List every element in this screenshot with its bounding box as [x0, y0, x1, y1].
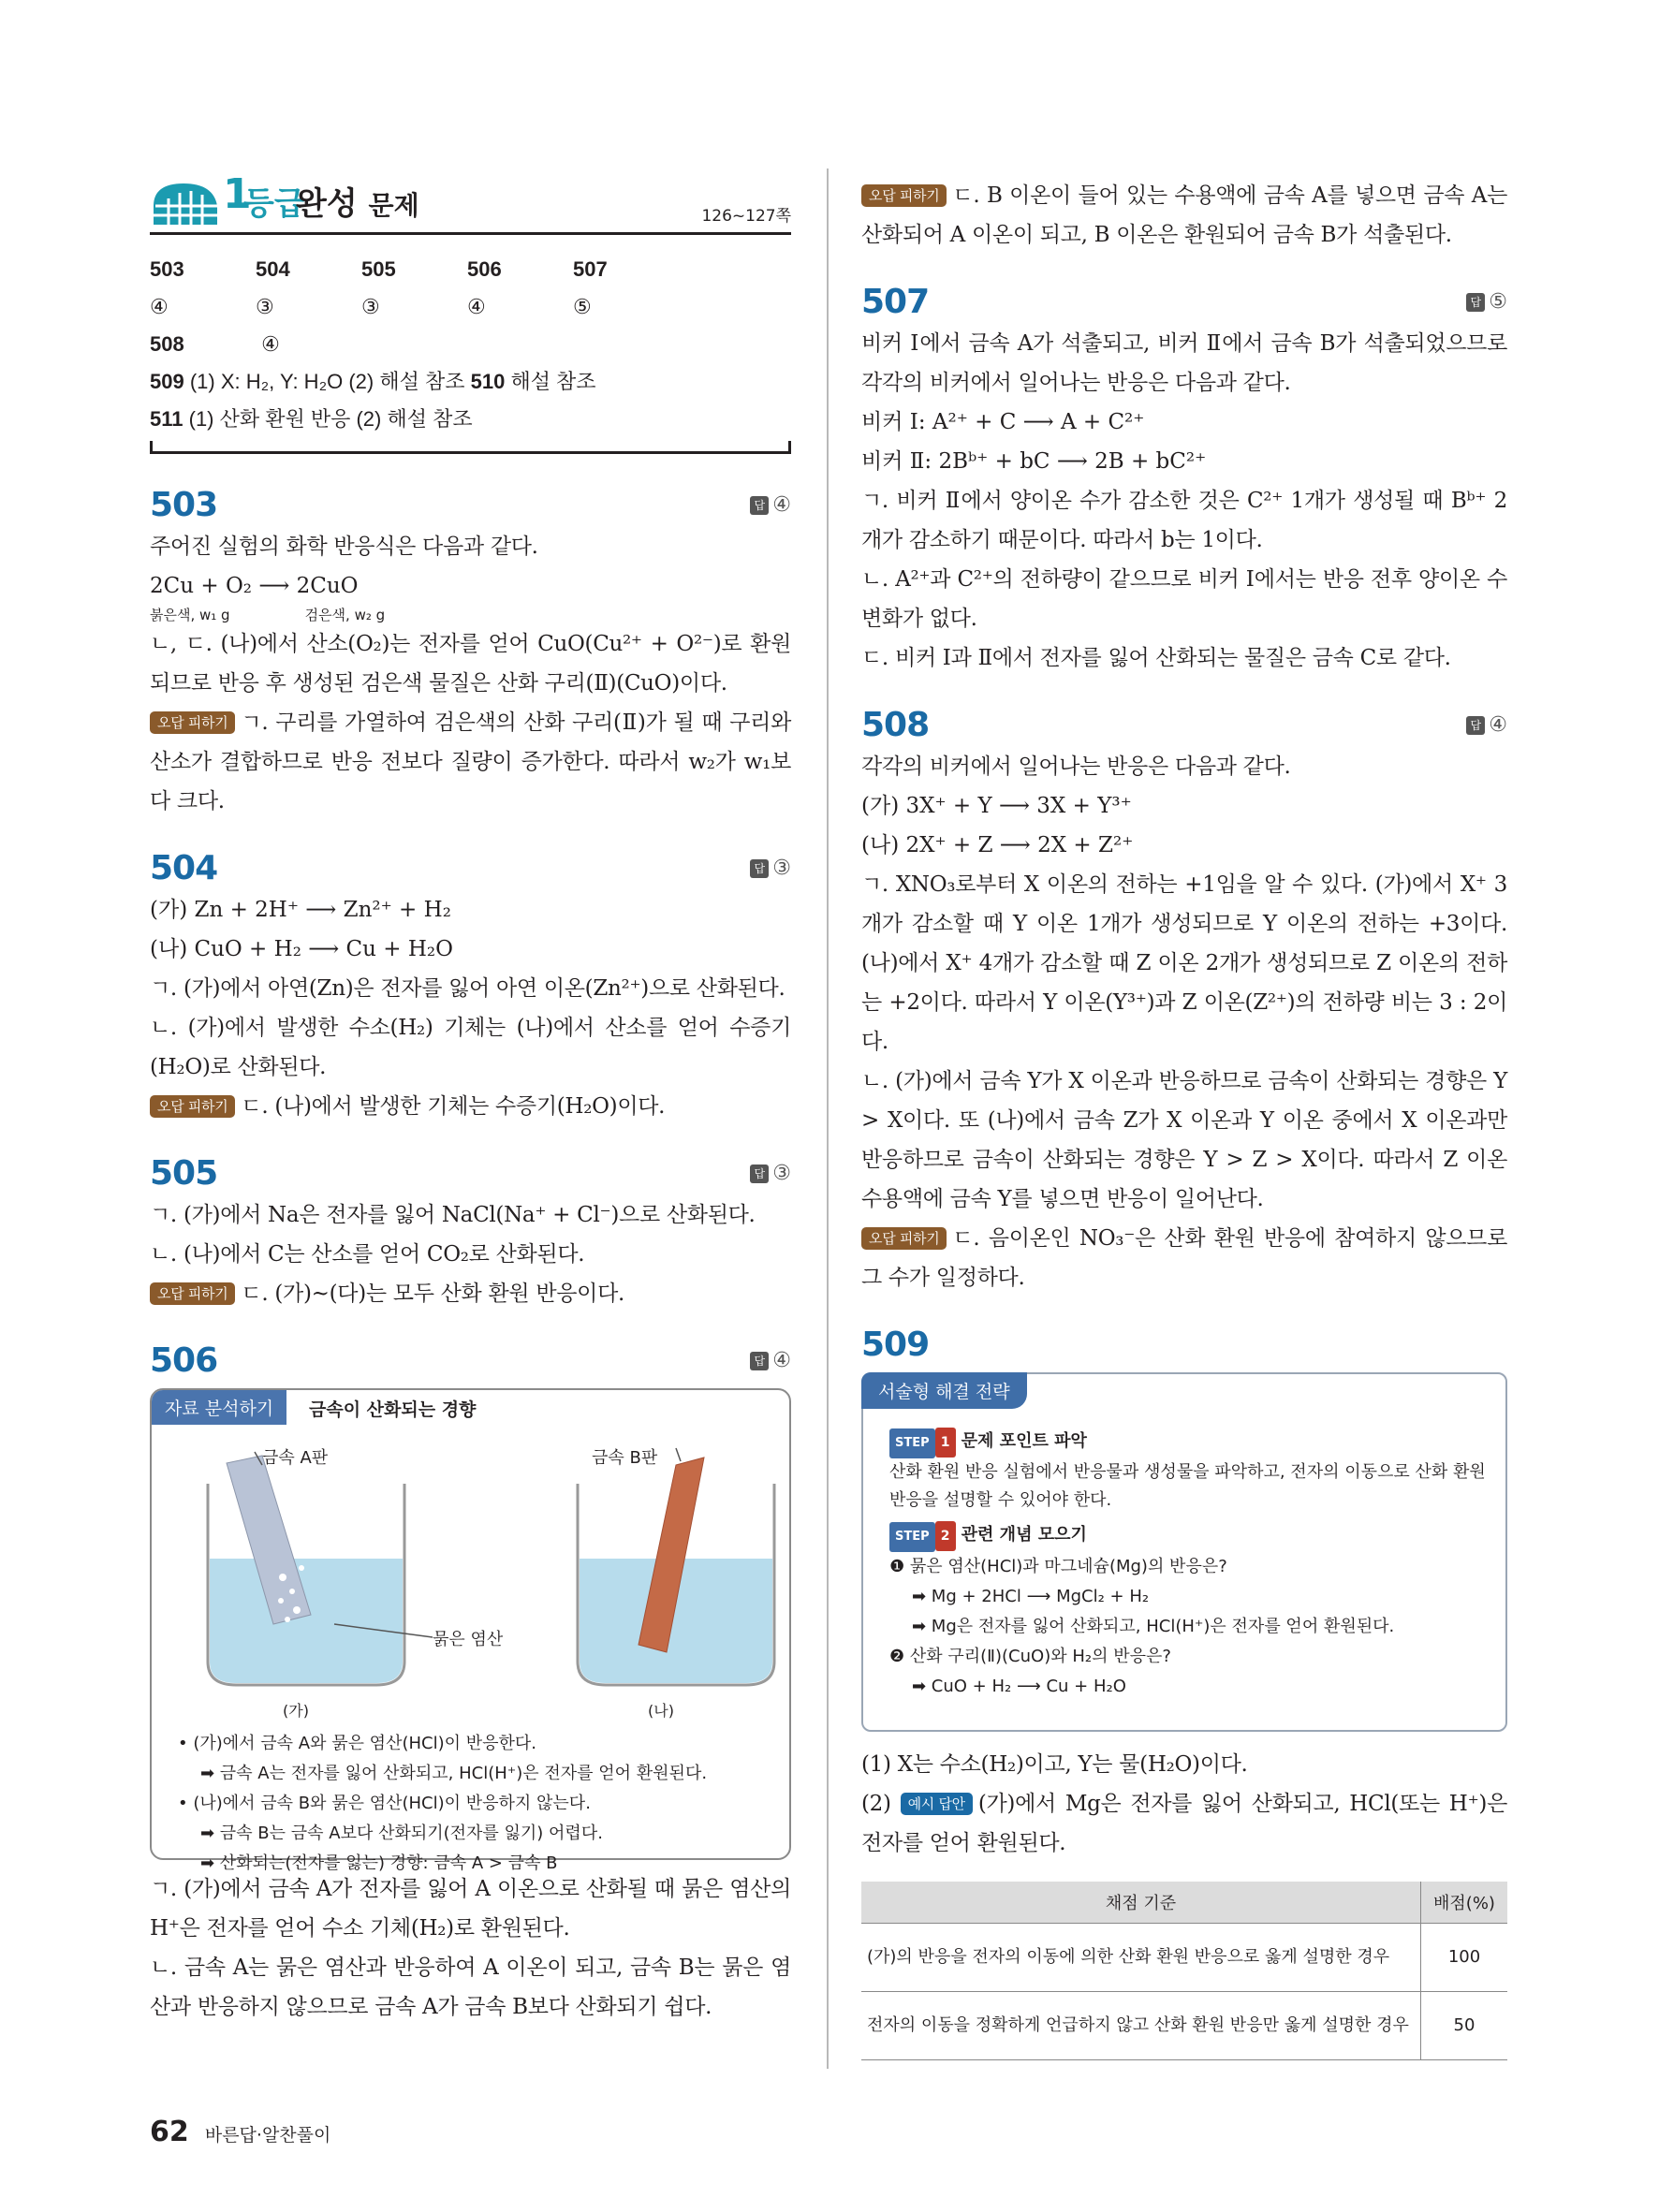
answer-icon: 답	[750, 859, 769, 878]
question-header	[861, 702, 1507, 747]
note-line: • (가)에서 금속 A와 묽은 염산(HCl)이 반응한다.	[178, 1734, 536, 1753]
column-divider	[827, 168, 829, 2069]
paragraph: 주어진 실험의 화학 반응식은 다음과 같다.	[150, 535, 538, 559]
concept-item: ➡ Mg은 전자를 잃어 산화되고, HCl(H⁺)은 전자를 얻어 환원된다.	[912, 1617, 1395, 1636]
question-header	[150, 1338, 791, 1383]
question-number: 506	[150, 1341, 218, 1380]
table-header-points: 배점(%)	[1421, 1882, 1508, 1924]
avoid-mistake-badge: 오답 피하기	[150, 1282, 235, 1305]
page-reference: 126~127쪽	[701, 207, 791, 226]
page-footer	[150, 2116, 330, 2148]
answer-icon: 답	[1466, 716, 1485, 735]
label-dilute-acid: 묽은 염산	[433, 1630, 504, 1649]
answer-item: 508 ④	[150, 332, 280, 356]
grade-logo-icon	[150, 178, 221, 228]
header-rule	[150, 232, 791, 235]
question-number: 507	[861, 283, 930, 321]
strategy-tab: 서술형 해결 전략	[861, 1372, 1027, 1409]
equation: (가) 3X⁺ + Y ⟶ 3X + Y³⁺	[861, 794, 1132, 818]
question-header	[861, 279, 1507, 324]
note-line: ➡ 금속 B는 금속 A보다 산화되기(전자를 잃기) 어렵다.	[200, 1824, 603, 1843]
answer-icon: 답	[750, 1352, 769, 1370]
answer-mark: 답 ③	[750, 1162, 791, 1185]
answer-mark: 답 ③	[750, 857, 791, 880]
analysis-notes	[178, 1729, 707, 1879]
answer-mark: 답 ④	[750, 493, 791, 517]
analysis-tab: 자료 분석하기	[152, 1390, 286, 1425]
avoid-mistake-badge: 오답 피하기	[150, 1095, 235, 1118]
paragraph: 오답 피하기 ㄷ. 음이온인 NO₃⁻은 산화 환원 반응에 참여하지 않으므로 그 수가 일정하다.	[861, 1226, 1507, 1290]
equation: (나) CuO + H₂ ⟶ Cu + H₂O	[150, 937, 453, 961]
question-number: 504	[150, 849, 218, 887]
points-cell: 100	[1421, 1924, 1508, 1992]
question-number: 509	[861, 1326, 930, 1364]
paragraph: ㄴ. 금속 A는 묽은 염산과 반응하여 A 이온이 되고, 금속 B는 묽은 염산과 반응하지 않으므로 금속 A가 금속 B보다 산화되기 쉽다.	[150, 1956, 791, 2019]
equation: 2Cu + O₂ ⟶ 2CuO	[150, 574, 359, 598]
paragraph: ㄴ. A²⁺과 C²⁺의 전하량이 같으므로 비커 Ⅰ에서는 반응 전후 양이온 수 변화가 없다.	[861, 567, 1507, 631]
label-na: (나)	[648, 1702, 674, 1720]
answer-item: 505 ③	[361, 257, 396, 318]
paragraph: 오답 피하기 ㄷ. (가)~(다)는 모두 산화 환원 반응이다.	[150, 1274, 791, 1313]
paragraph: ㄴ. (가)에서 발생한 수소(H₂) 기체는 (나)에서 산소를 얻어 수증기(H₂O)로 산화된다.	[150, 1016, 791, 1079]
concept-item: ➡ CuO + H₂ ⟶ Cu + H₂O	[912, 1677, 1126, 1696]
data-analysis-box	[150, 1388, 791, 1873]
paragraph: 오답 피하기 ㄷ. (나)에서 발생한 기체는 수증기(H₂O)이다.	[150, 1087, 791, 1126]
note-line: ➡ 산화되는(전자를 잃는) 경향: 금속 A > 금속 B	[200, 1853, 558, 1873]
question-number: 505	[150, 1154, 218, 1193]
answer-row: 511 (1) 산화 환원 반응 (2) 해설 참조	[150, 407, 473, 431]
table-header-row	[861, 1882, 1507, 1924]
equation: 비커 Ⅰ: A²⁺ + C ⟶ A + C²⁺	[861, 410, 1145, 434]
paragraph: ㄱ. (가)에서 Na은 전자를 잃어 NaCl(Na⁺ + Cl⁻)으로 산화된다.	[150, 1203, 756, 1227]
answer-icon: 답	[750, 496, 769, 515]
answer-item: 503 ④	[150, 257, 184, 318]
right-column	[861, 176, 1507, 2060]
question-header	[150, 1150, 791, 1195]
answer-item: 507 ⑤	[573, 257, 608, 318]
concept-item: ❶ 묽은 염산(HCl)과 마그네슘(Mg)의 반응은?	[889, 1557, 1227, 1576]
section-title-small: 문제	[368, 190, 419, 221]
grade-label: 등급	[243, 185, 305, 223]
paragraph: ㄷ. 비커 Ⅰ과 Ⅱ에서 전자를 잃어 산화되는 물질은 금속 C로 같다.	[861, 646, 1451, 670]
footer-label: 바른답·알찬풀이	[204, 2125, 331, 2146]
equation-note: 붉은색, w₁ g 검은색, w₂ g	[150, 607, 386, 623]
table-header-criteria: 채점 기준	[861, 1882, 1421, 1924]
avoid-mistake-badge: 오답 피하기	[861, 1227, 947, 1250]
criteria-cell: 전자의 이동을 정확하게 언급하지 않고 산화 환원 반응만 옳게 설명한 경우	[861, 1992, 1421, 2060]
step-text: 산화 환원 반응 실험에서 반응물과 생성물을 파악하고, 전자의 이동으로 산화 환원 반응을 설명할 수 있어야 한다.	[889, 1462, 1486, 1510]
paragraph: ㄱ. 비커 Ⅱ에서 양이온 수가 감소한 것은 C²⁺ 1개가 생성될 때 Bᵇ⁺ 2개가 감소하기 때문이다. 따라서 b는 1이다.	[861, 489, 1507, 552]
paragraph: ㄴ. (가)에서 금속 Y가 X 이온과 반응하므로 금속이 산화되는 경향은 Y > X이다. 또 (나)에서 금속 Z가 X 이온과 Y 이온 중에서 X 이온과만 반응하므로 금속이 산화되는 경향은 Y > Z > X이다. 따라서 Z 이온 수용액에 금속 Y를 넣으면 반응이 일어난다.	[861, 1069, 1507, 1211]
paragraph: (2) 예시 답안 (가)에서 Mg은 전자를 잃어 산화되고, HCl(또는 H⁺)은 전자를 얻어 환원된다.	[861, 1792, 1507, 1855]
label-metal-b: 금속 B판	[592, 1448, 658, 1468]
paragraph: 각각의 비커에서 일어나는 반응은 다음과 같다.	[861, 754, 1291, 779]
beaker-figure	[152, 1428, 788, 1727]
page-number: 62	[150, 2116, 189, 2148]
answer-row	[150, 251, 791, 363]
section-header	[150, 168, 791, 236]
equation: 비커 Ⅱ: 2Bᵇ⁺ + bC ⟶ 2B + bC²⁺	[861, 449, 1207, 474]
note-line: ➡ 금속 A는 전자를 잃어 산화되고, HCl(H⁺)은 전자를 얻어 환원된다.	[200, 1764, 708, 1783]
section-title-main: 완성	[296, 185, 358, 223]
criteria-cell: (가)의 반응을 전자의 이동에 의한 산화 환원 반응으로 옳게 설명한 경우	[861, 1924, 1421, 1992]
answer-icon: 답	[1466, 293, 1485, 312]
answer-mark: 답 ④	[750, 1349, 791, 1372]
answer-mark: 답 ④	[1466, 713, 1507, 737]
answer-item: 506 ④	[467, 257, 502, 318]
strategy-body	[889, 1427, 1489, 1702]
paragraph: ㄴ. (나)에서 C는 산소를 얻어 CO₂로 산화된다.	[150, 1242, 585, 1267]
question-header	[150, 845, 791, 890]
paragraph: 오답 피하기 ㄱ. 구리를 가열하여 검은색의 산화 구리(Ⅱ)가 될 때 구리와 산소가 결합하므로 반응 전보다 질량이 증가한다. 따라서 w₂가 w₁보다 크다.	[150, 710, 791, 813]
equation: (가) Zn + 2H⁺ ⟶ Zn²⁺ + H₂	[150, 898, 451, 922]
grade-number: 1	[223, 170, 250, 218]
question-number: 508	[861, 706, 930, 744]
paragraph: ㄱ. XNO₃로부터 X 이온의 전하는 +1임을 알 수 있다. (가)에서 X⁺ 3개가 감소할 때 Y 이온 1개가 생성되므로 Y 이온의 전하는 +3이다. (나)에서 X⁺ 4개가 감소할 때 Z 이온 2개가 생성되므로 Z 이온의 전하는 +2이다. 따라서 Y 이온(Y³⁺)과 Z 이온(Z²⁺)의 전하량 비는 3 : 2이다.	[861, 872, 1507, 1054]
concept-item: ➡ Mg + 2HCl ⟶ MgCl₂ + H₂	[912, 1587, 1150, 1606]
avoid-mistake-badge: 오답 피하기	[861, 184, 947, 207]
answer-item: 504 ③	[256, 257, 290, 318]
beaker-na-icon	[578, 1458, 774, 1685]
equation: (나) 2X⁺ + Z ⟶ 2X + Z²⁺	[861, 833, 1134, 857]
question-header	[861, 1322, 1507, 1367]
beaker-ga-icon	[208, 1456, 404, 1685]
concept-item: ❷ 산화 구리(Ⅱ)(CuO)와 H₂의 반응은?	[889, 1647, 1171, 1666]
question-number: 503	[150, 486, 218, 524]
answer-key	[150, 251, 791, 454]
answer-mark: 답 ⑤	[1466, 290, 1507, 314]
sample-answer-badge: 예시 답안	[901, 1793, 973, 1815]
paragraph: (1) X는 수소(H₂)이고, Y는 물(H₂O)이다.	[861, 1752, 1248, 1777]
points-cell: 50	[1421, 1992, 1508, 2060]
note-line: • (나)에서 금속 B와 묽은 염산(HCl)이 반응하지 않는다.	[178, 1794, 591, 1813]
table-row	[861, 1924, 1507, 1992]
analysis-title: 금속이 산화되는 경향	[309, 1399, 477, 1420]
answer-row: 509 (1) X: H₂, Y: H₂O (2) 해설 참조 510 해설 참조	[150, 370, 596, 393]
scoring-table	[861, 1882, 1507, 2060]
paragraph: 오답 피하기 ㄷ. B 이온이 들어 있는 수용액에 금속 A를 넣으면 금속 A는 산화되어 A 이온이 되고, B 이온은 환원되어 금속 B가 석출된다.	[861, 183, 1507, 247]
essay-strategy-box	[861, 1372, 1507, 1732]
label-ga: (가)	[283, 1702, 309, 1720]
section-title	[296, 178, 419, 224]
question-header	[150, 482, 791, 527]
paragraph: ㄱ. (가)에서 금속 A가 전자를 잃어 A 이온으로 산화될 때 묽은 염산의 H⁺은 전자를 얻어 수소 기체(H₂)로 환원된다.	[150, 1877, 791, 1941]
table-row	[861, 1992, 1507, 2060]
avoid-mistake-badge: 오답 피하기	[150, 711, 235, 734]
step-heading: STEP 1 문제 포인트 파악	[889, 1427, 1489, 1458]
paragraph: ㄴ, ㄷ. (나)에서 산소(O₂)는 전자를 얻어 CuO(Cu²⁺ + O²⁻)로 환원되므로 반응 후 생성된 검은색 물질은 산화 구리(Ⅱ)(CuO)이다.	[150, 632, 791, 696]
step-heading: STEP 2 관련 개념 모으기	[889, 1520, 1489, 1552]
label-metal-a: 금속 A판	[262, 1448, 329, 1468]
paragraph: 비커 Ⅰ에서 금속 A가 석출되고, 비커 Ⅱ에서 금속 B가 석출되었으므로 각각의 비커에서 일어나는 반응은 다음과 같다.	[861, 331, 1507, 395]
paragraph: ㄱ. (가)에서 아연(Zn)은 전자를 잃어 아연 이온(Zn²⁺)으로 산화된다.	[150, 976, 785, 1001]
left-column	[150, 168, 791, 2027]
answer-icon: 답	[750, 1165, 769, 1183]
